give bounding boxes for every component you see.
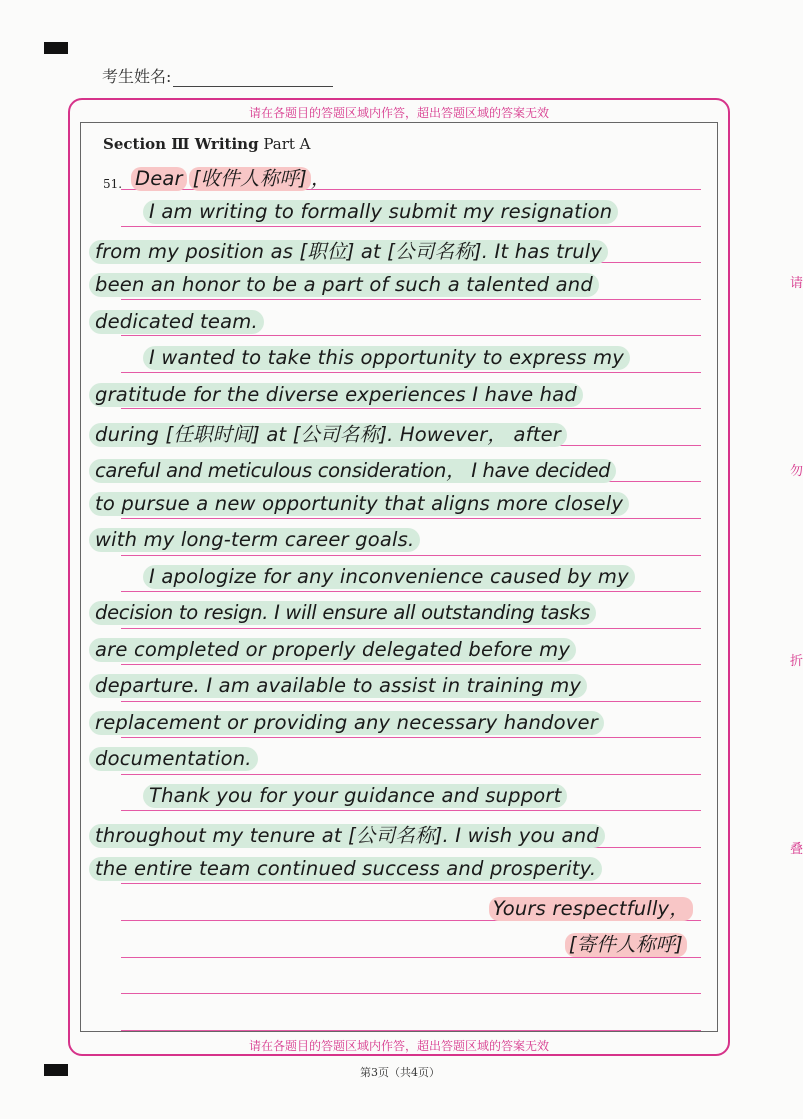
signature: [寄件人称呼] <box>565 929 687 957</box>
notice-top: 请在各题目的答题区域内作答，超出答题区域的答案无效 <box>248 106 549 120</box>
section-title <box>103 135 311 153</box>
letter-line: replacement or providing any necessary handover <box>89 711 604 734</box>
edge-notice-char: 折 <box>790 654 803 669</box>
letter-line: throughout my tenure at [公司名称]. I wish you and <box>89 820 605 848</box>
ruled-line <box>121 993 701 994</box>
ruled-line <box>121 299 701 300</box>
ruled-line <box>121 518 701 519</box>
ruled-line <box>121 226 701 227</box>
letter-line: during [任职时间] at [公司名称]. However， after <box>89 419 567 447</box>
letter-line: careful and meticulous consideration， I have decided <box>89 455 616 483</box>
registration-mark-top <box>44 42 68 54</box>
letter-line: dedicated team. <box>89 310 264 333</box>
letter-line: I apologize for any inconvenience caused by my <box>143 565 635 588</box>
section-title-bold: Section Ⅲ Writing <box>103 135 259 153</box>
ruled-line <box>121 774 701 775</box>
letter-line: gratitude for the diverse experiences I have had <box>89 383 583 406</box>
letter-line: with my long-term career goals. <box>89 528 420 551</box>
letter-line: from my position as [职位] at [公司名称]. It has truly <box>89 236 608 264</box>
letter-line: Thank you for your guidance and support <box>143 784 567 807</box>
ruled-line <box>121 408 701 409</box>
letter-line: been an honor to be a part of such a talented and <box>89 273 599 296</box>
ruled-line <box>121 1030 701 1031</box>
letter-line: I wanted to take this opportunity to express my <box>143 346 630 369</box>
ruled-line <box>121 737 701 738</box>
salutation-comma: ， <box>310 167 331 190</box>
letter-line: to pursue a new opportunity that aligns more closely <box>89 492 629 515</box>
ruled-line <box>121 335 701 336</box>
ruled-line <box>121 555 701 556</box>
answer-box[interactable] <box>80 122 718 1032</box>
candidate-name-blank[interactable] <box>173 70 333 87</box>
candidate-name-label: 考生姓名: <box>102 67 172 86</box>
letter-line: I am writing to formally submit my resignation <box>143 200 618 223</box>
notice-bottom: 请在各题目的答题区域内作答，超出答题区域的答案无效 <box>248 1039 549 1053</box>
letter-line: are completed or properly delegated before my <box>89 638 576 661</box>
ruled-line <box>121 664 701 665</box>
letter-line: decision to resign. I will ensure all outstanding tasks <box>89 601 596 624</box>
candidate-name-field <box>102 64 333 87</box>
ruled-line <box>121 372 701 373</box>
edge-notice-char: 叠 <box>790 842 803 857</box>
edge-notice-char: 请 <box>790 276 803 291</box>
answer-area-frame <box>68 98 730 1056</box>
section-title-part: Part A <box>258 135 311 153</box>
salutation-word: Dear <box>131 167 187 191</box>
ruled-line <box>121 883 701 884</box>
salutation-placeholder: [收件人称呼] <box>189 167 311 191</box>
ruled-line <box>121 628 701 629</box>
ruled-line <box>121 810 701 811</box>
salutation <box>131 163 331 191</box>
closing: Yours respectfully， <box>489 893 693 921</box>
ruled-line <box>121 591 701 592</box>
question-number: 51. <box>103 177 123 191</box>
letter-line: departure. I am available to assist in training my <box>89 674 587 697</box>
edge-notice-char: 勿 <box>790 464 803 479</box>
letter-line: the entire team continued success and prosperity. <box>89 857 602 880</box>
letter-line: documentation. <box>89 747 258 770</box>
ruled-line <box>121 701 701 702</box>
page-number: 第3页（共4页） <box>360 1066 440 1079</box>
